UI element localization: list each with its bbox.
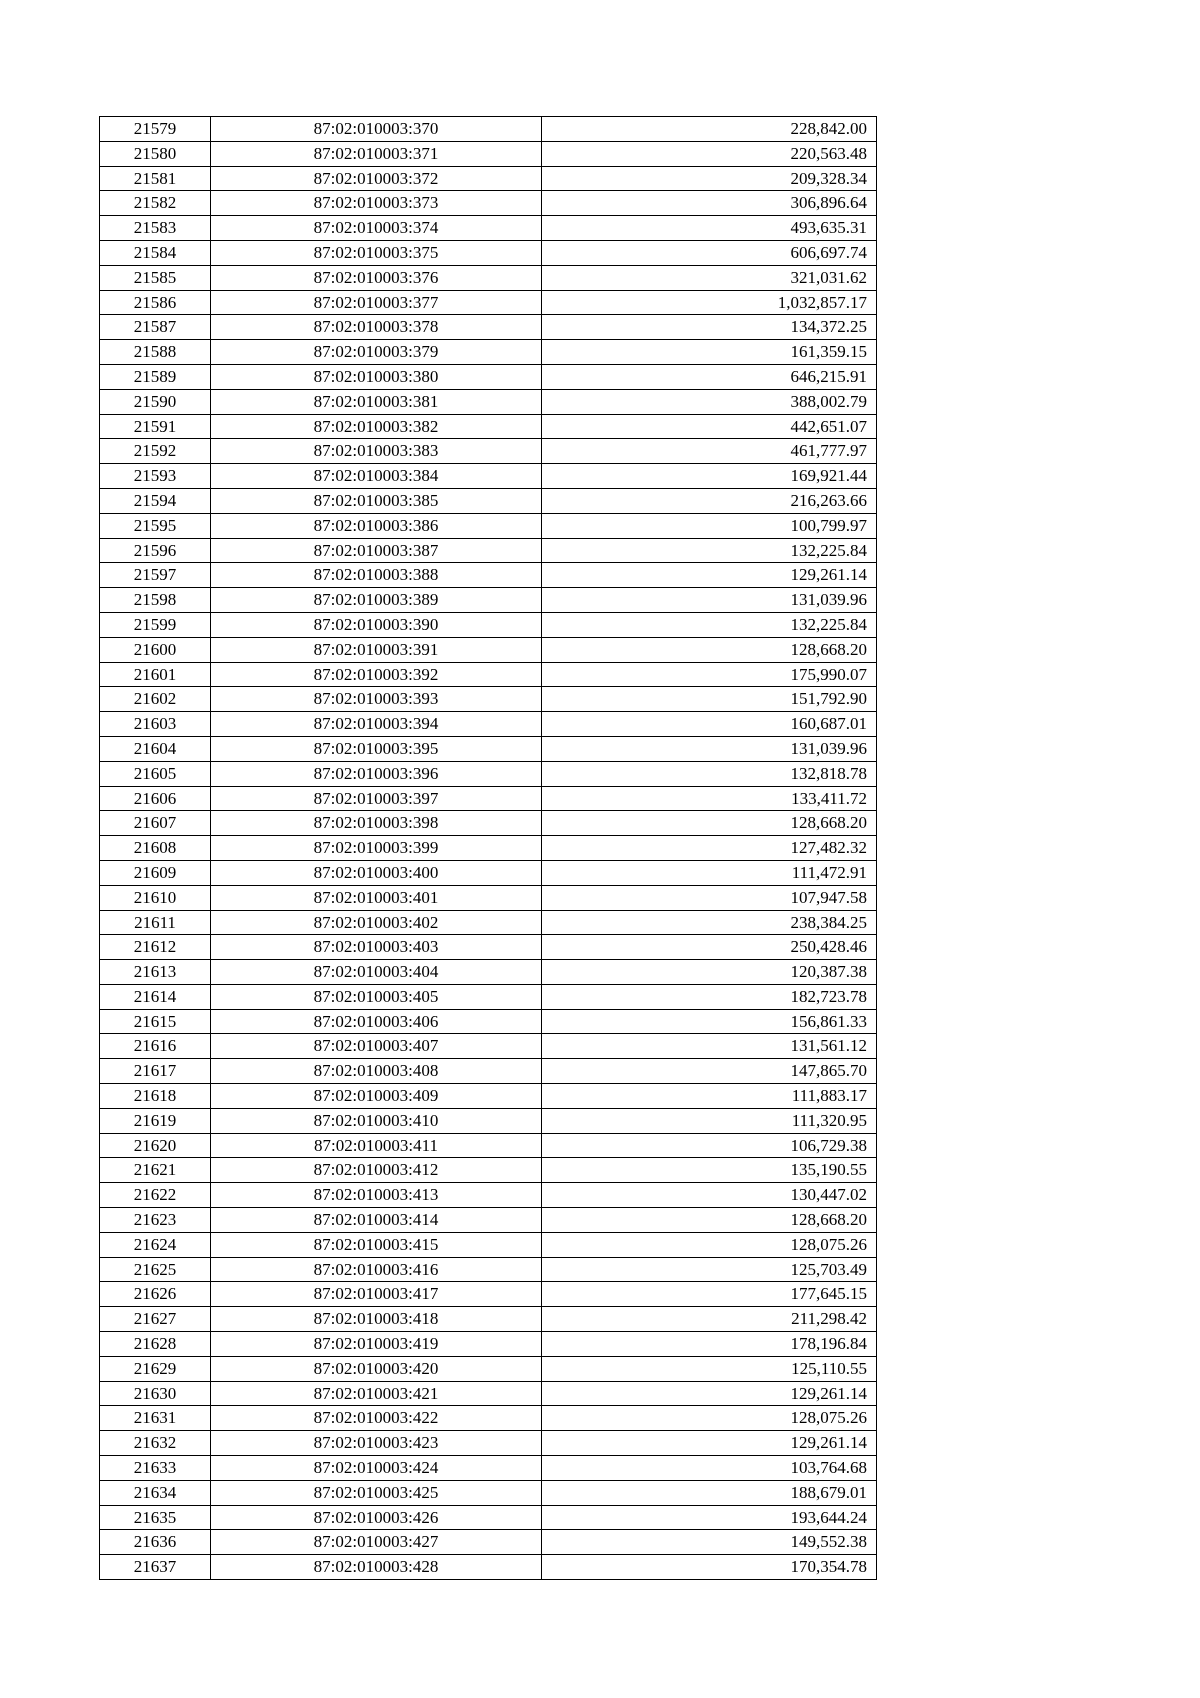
- row-number-cell: 21595: [100, 513, 211, 538]
- row-number-cell: 21583: [100, 216, 211, 241]
- value-cell: 111,320.95: [542, 1108, 877, 1133]
- row-number-cell: 21630: [100, 1381, 211, 1406]
- row-number-cell: 21623: [100, 1208, 211, 1233]
- row-number-cell: 21629: [100, 1356, 211, 1381]
- table-row: [100, 1555, 877, 1580]
- row-number-cell: 21608: [100, 836, 211, 861]
- table-row: [100, 364, 877, 389]
- cadastral-number-cell: 87:02:010003:399: [211, 836, 542, 861]
- cadastral-number-cell: 87:02:010003:425: [211, 1480, 542, 1505]
- table-row: [100, 1034, 877, 1059]
- table-row: [100, 1084, 877, 1109]
- value-cell: 131,561.12: [542, 1034, 877, 1059]
- table-row: [100, 1208, 877, 1233]
- row-number-cell: 21582: [100, 191, 211, 216]
- row-number-cell: 21587: [100, 315, 211, 340]
- row-number-cell: 21637: [100, 1555, 211, 1580]
- cadastral-number-cell: 87:02:010003:415: [211, 1232, 542, 1257]
- cadastral-number-cell: 87:02:010003:395: [211, 736, 542, 761]
- table-row: [100, 1332, 877, 1357]
- value-cell: 493,635.31: [542, 216, 877, 241]
- row-number-cell: 21633: [100, 1456, 211, 1481]
- value-cell: 128,075.26: [542, 1406, 877, 1431]
- cadastral-number-cell: 87:02:010003:374: [211, 216, 542, 241]
- table-row: [100, 1133, 877, 1158]
- value-cell: 131,039.96: [542, 736, 877, 761]
- table-row: [100, 687, 877, 712]
- row-number-cell: 21589: [100, 364, 211, 389]
- cadastral-number-cell: 87:02:010003:414: [211, 1208, 542, 1233]
- row-number-cell: 21614: [100, 984, 211, 1009]
- table-row: [100, 265, 877, 290]
- value-cell: 132,818.78: [542, 761, 877, 786]
- value-cell: 129,261.14: [542, 563, 877, 588]
- cadastral-number-cell: 87:02:010003:398: [211, 811, 542, 836]
- table-row: [100, 612, 877, 637]
- table-row: [100, 166, 877, 191]
- cadastral-number-cell: 87:02:010003:427: [211, 1530, 542, 1555]
- row-number-cell: 21603: [100, 712, 211, 737]
- value-cell: 228,842.00: [542, 117, 877, 142]
- table-row: [100, 488, 877, 513]
- value-cell: 646,215.91: [542, 364, 877, 389]
- cadastral-number-cell: 87:02:010003:410: [211, 1108, 542, 1133]
- table-row: [100, 141, 877, 166]
- value-cell: 103,764.68: [542, 1456, 877, 1481]
- table-row: [100, 1406, 877, 1431]
- value-cell: 128,668.20: [542, 637, 877, 662]
- value-cell: 177,645.15: [542, 1282, 877, 1307]
- table-row: [100, 240, 877, 265]
- value-cell: 132,225.84: [542, 538, 877, 563]
- table-row: [100, 761, 877, 786]
- cadastral-number-cell: 87:02:010003:423: [211, 1431, 542, 1456]
- cadastral-number-cell: 87:02:010003:379: [211, 340, 542, 365]
- table-body: [100, 117, 877, 1580]
- row-number-cell: 21606: [100, 786, 211, 811]
- cadastral-number-cell: 87:02:010003:397: [211, 786, 542, 811]
- row-number-cell: 21588: [100, 340, 211, 365]
- value-cell: 178,196.84: [542, 1332, 877, 1357]
- value-cell: 182,723.78: [542, 984, 877, 1009]
- value-cell: 220,563.48: [542, 141, 877, 166]
- value-cell: 107,947.58: [542, 885, 877, 910]
- cadastral-number-cell: 87:02:010003:385: [211, 488, 542, 513]
- cadastral-number-cell: 87:02:010003:378: [211, 315, 542, 340]
- table-row: [100, 117, 877, 142]
- value-cell: 129,261.14: [542, 1381, 877, 1406]
- row-number-cell: 21585: [100, 265, 211, 290]
- row-number-cell: 21632: [100, 1431, 211, 1456]
- row-number-cell: 21627: [100, 1307, 211, 1332]
- row-number-cell: 21593: [100, 464, 211, 489]
- row-number-cell: 21626: [100, 1282, 211, 1307]
- value-cell: 156,861.33: [542, 1009, 877, 1034]
- table-row: [100, 960, 877, 985]
- value-cell: 128,668.20: [542, 1208, 877, 1233]
- cadastral-number-cell: 87:02:010003:412: [211, 1158, 542, 1183]
- value-cell: 388,002.79: [542, 389, 877, 414]
- table-row: [100, 414, 877, 439]
- cadastral-number-cell: 87:02:010003:388: [211, 563, 542, 588]
- row-number-cell: 21636: [100, 1530, 211, 1555]
- value-cell: 135,190.55: [542, 1158, 877, 1183]
- value-cell: 128,668.20: [542, 811, 877, 836]
- cadastral-number-cell: 87:02:010003:419: [211, 1332, 542, 1357]
- value-cell: 151,792.90: [542, 687, 877, 712]
- row-number-cell: 21601: [100, 662, 211, 687]
- table-row: [100, 1158, 877, 1183]
- row-number-cell: 21602: [100, 687, 211, 712]
- cadastral-number-cell: 87:02:010003:373: [211, 191, 542, 216]
- row-number-cell: 21616: [100, 1034, 211, 1059]
- cadastral-number-cell: 87:02:010003:376: [211, 265, 542, 290]
- table-row: [100, 563, 877, 588]
- row-number-cell: 21628: [100, 1332, 211, 1357]
- value-cell: 442,651.07: [542, 414, 877, 439]
- cadastral-number-cell: 87:02:010003:404: [211, 960, 542, 985]
- value-cell: 127,482.32: [542, 836, 877, 861]
- cadastral-number-cell: 87:02:010003:387: [211, 538, 542, 563]
- value-cell: 606,697.74: [542, 240, 877, 265]
- table-row: [100, 389, 877, 414]
- table-row: [100, 1530, 877, 1555]
- value-cell: 169,921.44: [542, 464, 877, 489]
- value-cell: 147,865.70: [542, 1059, 877, 1084]
- cadastral-number-cell: 87:02:010003:391: [211, 637, 542, 662]
- value-cell: 193,644.24: [542, 1505, 877, 1530]
- cadastral-number-cell: 87:02:010003:401: [211, 885, 542, 910]
- value-cell: 132,225.84: [542, 612, 877, 637]
- value-cell: 321,031.62: [542, 265, 877, 290]
- table-row: [100, 340, 877, 365]
- row-number-cell: 21579: [100, 117, 211, 142]
- value-cell: 111,883.17: [542, 1084, 877, 1109]
- row-number-cell: 21631: [100, 1406, 211, 1431]
- table-row: [100, 1009, 877, 1034]
- row-number-cell: 21592: [100, 439, 211, 464]
- row-number-cell: 21635: [100, 1505, 211, 1530]
- row-number-cell: 21598: [100, 588, 211, 613]
- table-row: [100, 588, 877, 613]
- value-cell: 134,372.25: [542, 315, 877, 340]
- data-table: [99, 116, 877, 1580]
- value-cell: 125,110.55: [542, 1356, 877, 1381]
- table-row: [100, 786, 877, 811]
- table-row: [100, 712, 877, 737]
- table-row: [100, 885, 877, 910]
- table-row: [100, 1232, 877, 1257]
- table-row: [100, 637, 877, 662]
- table-row: [100, 1282, 877, 1307]
- table-row: [100, 1431, 877, 1456]
- row-number-cell: 21607: [100, 811, 211, 836]
- row-number-cell: 21611: [100, 910, 211, 935]
- value-cell: 250,428.46: [542, 935, 877, 960]
- table-row: [100, 836, 877, 861]
- value-cell: 160,687.01: [542, 712, 877, 737]
- table-row: [100, 860, 877, 885]
- value-cell: 120,387.38: [542, 960, 877, 985]
- cadastral-number-cell: 87:02:010003:403: [211, 935, 542, 960]
- cadastral-number-cell: 87:02:010003:411: [211, 1133, 542, 1158]
- row-number-cell: 21618: [100, 1084, 211, 1109]
- value-cell: 461,777.97: [542, 439, 877, 464]
- row-number-cell: 21605: [100, 761, 211, 786]
- cadastral-number-cell: 87:02:010003:371: [211, 141, 542, 166]
- row-number-cell: 21581: [100, 166, 211, 191]
- cadastral-number-cell: 87:02:010003:420: [211, 1356, 542, 1381]
- value-cell: 1,032,857.17: [542, 290, 877, 315]
- table-row: [100, 1307, 877, 1332]
- table-row: [100, 464, 877, 489]
- cadastral-number-cell: 87:02:010003:381: [211, 389, 542, 414]
- cadastral-number-cell: 87:02:010003:408: [211, 1059, 542, 1084]
- table-row: [100, 1356, 877, 1381]
- cadastral-number-cell: 87:02:010003:375: [211, 240, 542, 265]
- table-row: [100, 191, 877, 216]
- cadastral-number-cell: 87:02:010003:424: [211, 1456, 542, 1481]
- value-cell: 149,552.38: [542, 1530, 877, 1555]
- table-row: [100, 1059, 877, 1084]
- value-cell: 100,799.97: [542, 513, 877, 538]
- cadastral-number-cell: 87:02:010003:392: [211, 662, 542, 687]
- row-number-cell: 21622: [100, 1183, 211, 1208]
- cadastral-number-cell: 87:02:010003:393: [211, 687, 542, 712]
- table-row: [100, 662, 877, 687]
- value-cell: 216,263.66: [542, 488, 877, 513]
- table-row: [100, 1505, 877, 1530]
- table-row: [100, 1183, 877, 1208]
- cadastral-number-cell: 87:02:010003:426: [211, 1505, 542, 1530]
- value-cell: 211,298.42: [542, 1307, 877, 1332]
- row-number-cell: 21594: [100, 488, 211, 513]
- cadastral-number-cell: 87:02:010003:377: [211, 290, 542, 315]
- cadastral-number-cell: 87:02:010003:400: [211, 860, 542, 885]
- cadastral-number-cell: 87:02:010003:402: [211, 910, 542, 935]
- cadastral-number-cell: 87:02:010003:406: [211, 1009, 542, 1034]
- row-number-cell: 21619: [100, 1108, 211, 1133]
- table-row: [100, 513, 877, 538]
- cadastral-number-cell: 87:02:010003:409: [211, 1084, 542, 1109]
- row-number-cell: 21615: [100, 1009, 211, 1034]
- value-cell: 129,261.14: [542, 1431, 877, 1456]
- table-row: [100, 315, 877, 340]
- row-number-cell: 21617: [100, 1059, 211, 1084]
- value-cell: 131,039.96: [542, 588, 877, 613]
- value-cell: 133,411.72: [542, 786, 877, 811]
- cadastral-number-cell: 87:02:010003:413: [211, 1183, 542, 1208]
- cadastral-number-cell: 87:02:010003:428: [211, 1555, 542, 1580]
- cadastral-number-cell: 87:02:010003:418: [211, 1307, 542, 1332]
- data-table-container: [99, 116, 876, 1580]
- value-cell: 209,328.34: [542, 166, 877, 191]
- row-number-cell: 21586: [100, 290, 211, 315]
- row-number-cell: 21599: [100, 612, 211, 637]
- cadastral-number-cell: 87:02:010003:372: [211, 166, 542, 191]
- cadastral-number-cell: 87:02:010003:417: [211, 1282, 542, 1307]
- cadastral-number-cell: 87:02:010003:407: [211, 1034, 542, 1059]
- row-number-cell: 21612: [100, 935, 211, 960]
- row-number-cell: 21590: [100, 389, 211, 414]
- row-number-cell: 21634: [100, 1480, 211, 1505]
- cadastral-number-cell: 87:02:010003:422: [211, 1406, 542, 1431]
- cadastral-number-cell: 87:02:010003:396: [211, 761, 542, 786]
- table-row: [100, 935, 877, 960]
- cadastral-number-cell: 87:02:010003:370: [211, 117, 542, 142]
- value-cell: 125,703.49: [542, 1257, 877, 1282]
- row-number-cell: 21620: [100, 1133, 211, 1158]
- cadastral-number-cell: 87:02:010003:380: [211, 364, 542, 389]
- row-number-cell: 21591: [100, 414, 211, 439]
- row-number-cell: 21604: [100, 736, 211, 761]
- row-number-cell: 21625: [100, 1257, 211, 1282]
- table-row: [100, 984, 877, 1009]
- value-cell: 111,472.91: [542, 860, 877, 885]
- cadastral-number-cell: 87:02:010003:382: [211, 414, 542, 439]
- cadastral-number-cell: 87:02:010003:416: [211, 1257, 542, 1282]
- table-row: [100, 1480, 877, 1505]
- row-number-cell: 21609: [100, 860, 211, 885]
- cadastral-number-cell: 87:02:010003:386: [211, 513, 542, 538]
- cadastral-number-cell: 87:02:010003:405: [211, 984, 542, 1009]
- row-number-cell: 21596: [100, 538, 211, 563]
- table-row: [100, 290, 877, 315]
- value-cell: 238,384.25: [542, 910, 877, 935]
- row-number-cell: 21600: [100, 637, 211, 662]
- value-cell: 128,075.26: [542, 1232, 877, 1257]
- cadastral-number-cell: 87:02:010003:384: [211, 464, 542, 489]
- row-number-cell: 21621: [100, 1158, 211, 1183]
- row-number-cell: 21610: [100, 885, 211, 910]
- table-row: [100, 1381, 877, 1406]
- table-row: [100, 538, 877, 563]
- table-row: [100, 811, 877, 836]
- value-cell: 170,354.78: [542, 1555, 877, 1580]
- table-row: [100, 1108, 877, 1133]
- cadastral-number-cell: 87:02:010003:421: [211, 1381, 542, 1406]
- value-cell: 161,359.15: [542, 340, 877, 365]
- row-number-cell: 21580: [100, 141, 211, 166]
- table-row: [100, 1257, 877, 1282]
- row-number-cell: 21624: [100, 1232, 211, 1257]
- table-row: [100, 439, 877, 464]
- table-row: [100, 910, 877, 935]
- cadastral-number-cell: 87:02:010003:394: [211, 712, 542, 737]
- value-cell: 130,447.02: [542, 1183, 877, 1208]
- table-row: [100, 736, 877, 761]
- row-number-cell: 21613: [100, 960, 211, 985]
- value-cell: 175,990.07: [542, 662, 877, 687]
- cadastral-number-cell: 87:02:010003:383: [211, 439, 542, 464]
- cadastral-number-cell: 87:02:010003:389: [211, 588, 542, 613]
- value-cell: 306,896.64: [542, 191, 877, 216]
- cadastral-number-cell: 87:02:010003:390: [211, 612, 542, 637]
- row-number-cell: 21597: [100, 563, 211, 588]
- value-cell: 106,729.38: [542, 1133, 877, 1158]
- table-row: [100, 1456, 877, 1481]
- value-cell: 188,679.01: [542, 1480, 877, 1505]
- table-row: [100, 216, 877, 241]
- row-number-cell: 21584: [100, 240, 211, 265]
